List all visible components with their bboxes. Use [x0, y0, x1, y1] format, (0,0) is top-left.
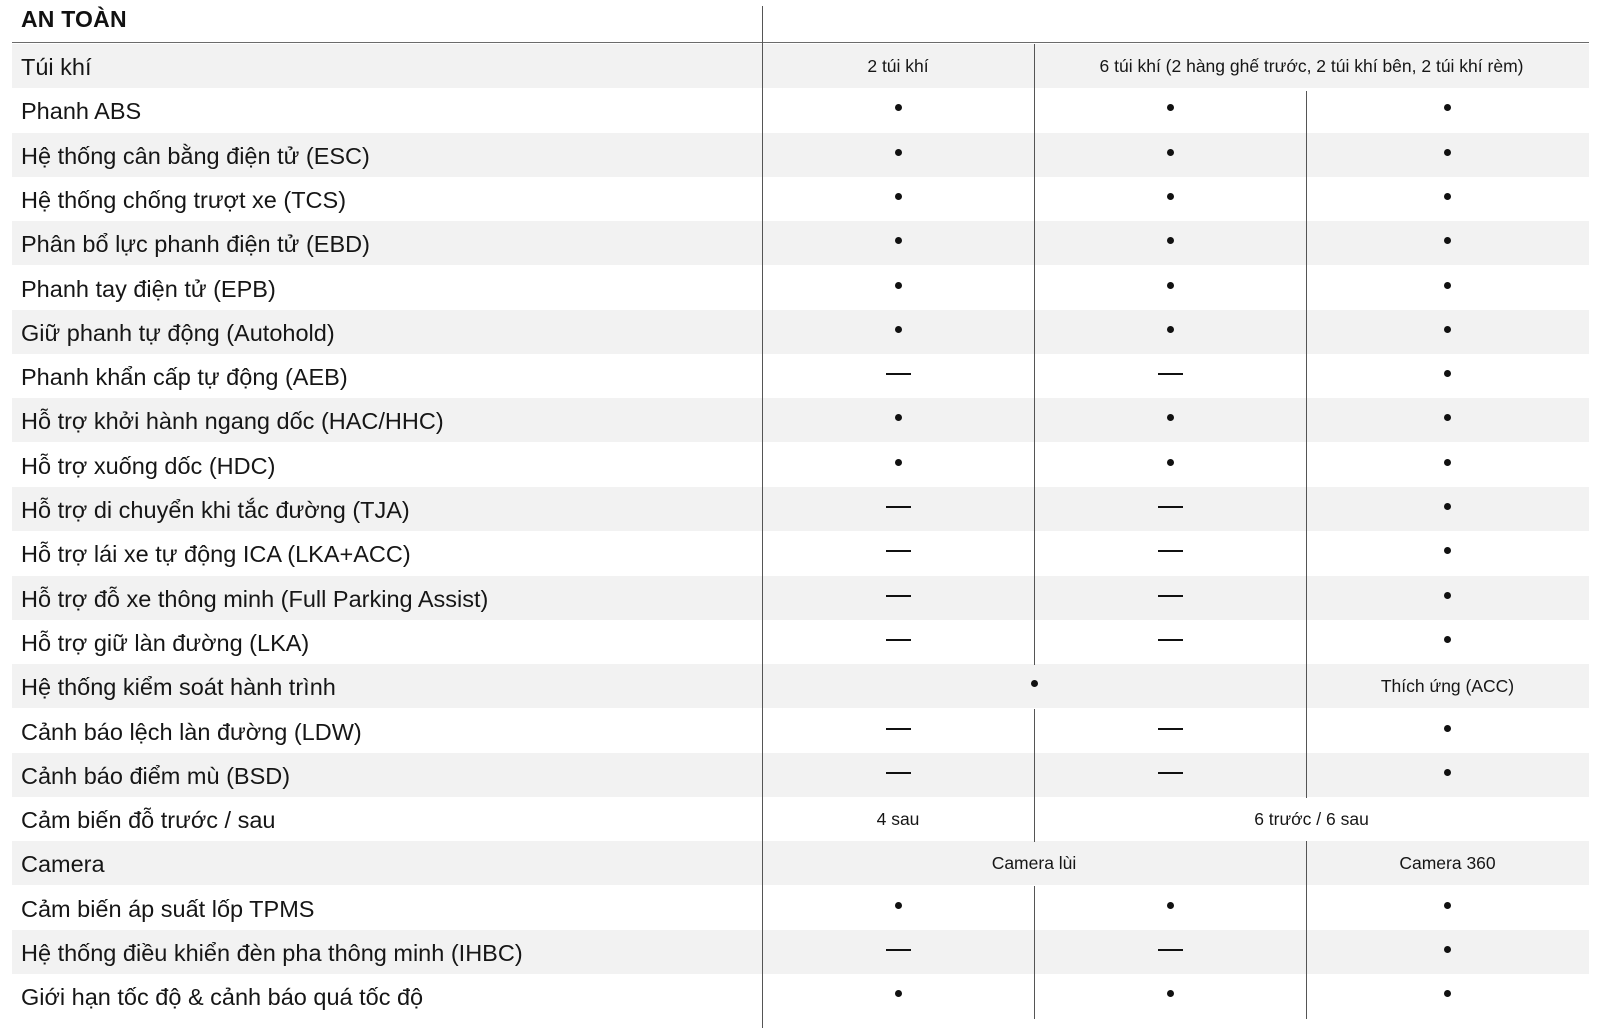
- not-available-dash-icon: [1158, 506, 1183, 508]
- row-cell: [762, 930, 1034, 974]
- row-cell: [762, 354, 1034, 398]
- cell-text: 6 túi khí (2 hàng ghế trước, 2 túi khí bên, 2 túi khí rèm): [1099, 55, 1524, 76]
- column-divider: [1306, 841, 1307, 886]
- not-available-dash-icon: [886, 550, 911, 552]
- included-dot-icon: [895, 326, 902, 333]
- row-cell: [1306, 576, 1589, 620]
- included-dot-icon: [1444, 902, 1451, 909]
- row-cell: [762, 177, 1034, 221]
- column-divider: [1034, 133, 1035, 178]
- table-row: [12, 841, 1589, 885]
- included-dot-icon: [1444, 503, 1451, 510]
- column-divider: [1034, 930, 1035, 975]
- row-label: Hệ thống kiểm soát hành trình: [21, 674, 336, 701]
- not-available-dash-icon: [886, 772, 911, 774]
- column-divider: [1306, 91, 1307, 132]
- column-divider: [1306, 310, 1307, 355]
- not-available-dash-icon: [886, 949, 911, 951]
- column-divider: [1306, 664, 1307, 709]
- column-divider: [1034, 576, 1035, 621]
- table-row: [12, 886, 1589, 930]
- table-row: [12, 930, 1589, 974]
- row-label: Hệ thống chống trượt xe (TCS): [21, 186, 347, 213]
- row-cell: [762, 88, 1034, 132]
- row-cell: [762, 531, 1034, 575]
- row-label: Hỗ trợ đỗ xe thông minh (Full Parking Assist): [21, 585, 489, 612]
- row-cell: [1034, 620, 1306, 664]
- column-divider: [1306, 487, 1307, 532]
- not-available-dash-icon: [1158, 373, 1183, 375]
- included-dot-icon: [1444, 282, 1451, 289]
- not-available-dash-icon: [886, 373, 911, 375]
- row-cell: [1306, 310, 1589, 354]
- header-rule: [12, 42, 1589, 43]
- row-label: Phanh khẩn cấp tự động (AEB): [21, 364, 348, 391]
- table-row: [12, 133, 1589, 177]
- column-divider: [1306, 930, 1307, 975]
- row-label: Phanh ABS: [21, 98, 142, 125]
- not-available-dash-icon: [1158, 595, 1183, 597]
- row-label: Phân bổ lực phanh điện tử (EBD): [21, 231, 370, 258]
- row-cell: [762, 709, 1034, 753]
- row-cell: [762, 797, 1034, 841]
- included-dot-icon: [1444, 326, 1451, 333]
- not-available-dash-icon: [1158, 949, 1183, 951]
- row-cell: [762, 886, 1034, 930]
- included-dot-icon: [895, 414, 902, 421]
- column-divider: [1306, 398, 1307, 443]
- column-divider: [1034, 531, 1035, 576]
- table-row: [12, 266, 1589, 310]
- row-cell: [1034, 221, 1306, 265]
- column-divider: [1034, 177, 1035, 222]
- table-row: [12, 310, 1589, 354]
- column-divider: [1034, 88, 1035, 133]
- row-cell: [762, 398, 1034, 442]
- column-divider: [1034, 753, 1035, 798]
- row-cell: [1034, 88, 1306, 132]
- column-divider: [1306, 443, 1307, 488]
- column-divider: [1034, 443, 1035, 488]
- column-divider: [1034, 620, 1035, 665]
- row-cell: [1306, 133, 1589, 177]
- row-cell: [1306, 443, 1589, 487]
- column-divider: [1306, 221, 1307, 266]
- column-divider: [1034, 310, 1035, 355]
- included-dot-icon: [895, 104, 902, 111]
- column-divider: [1306, 531, 1307, 576]
- table-row: [12, 664, 1589, 708]
- row-cell: [1306, 398, 1589, 442]
- column-divider: [1306, 886, 1307, 931]
- row-label: Cảm biến đỗ trước / sau: [21, 807, 276, 834]
- included-dot-icon: [1167, 326, 1174, 333]
- column-divider: [1034, 44, 1035, 89]
- included-dot-icon: [895, 282, 902, 289]
- row-cell: [1034, 310, 1306, 354]
- row-label: Phanh tay điện tử (EPB): [21, 275, 276, 302]
- cell-text: 6 trước / 6 sau: [1254, 808, 1369, 829]
- table-row: [12, 531, 1589, 575]
- row-cell: [762, 487, 1034, 531]
- row-label: Hỗ trợ di chuyển khi tắc đường (TJA): [21, 497, 410, 523]
- column-divider: [1306, 133, 1307, 178]
- table-row: [12, 177, 1589, 221]
- row-cell: [762, 221, 1034, 265]
- row-label: Hệ thống cân bằng điện tử (ESC): [21, 142, 370, 169]
- row-cell: [762, 974, 1034, 1018]
- row-cell: [1306, 841, 1589, 885]
- column-divider: [1034, 398, 1035, 443]
- not-available-dash-icon: [1158, 639, 1183, 641]
- column-divider: [1034, 221, 1035, 266]
- row-cell: [762, 576, 1034, 620]
- column-divider: [762, 6, 763, 1028]
- included-dot-icon: [1167, 104, 1174, 111]
- row-cell: [1306, 753, 1589, 797]
- cell-text: Thích ứng (ACC): [1380, 675, 1515, 696]
- included-dot-icon: [1031, 680, 1038, 687]
- row-cell: [1034, 753, 1306, 797]
- row-label: Cảnh báo điểm mù (BSD): [21, 762, 291, 789]
- row-cell: [1034, 974, 1306, 1018]
- row-cell: [1034, 531, 1306, 575]
- row-label: Hỗ trợ giữ làn đường (LKA): [21, 629, 310, 656]
- row-cell: [1034, 930, 1306, 974]
- column-divider: [1034, 354, 1035, 399]
- column-divider: [1306, 753, 1307, 798]
- row-label: Giới hạn tốc độ & cảnh báo quá tốc độ: [21, 984, 424, 1011]
- included-dot-icon: [895, 990, 902, 997]
- row-label: Camera: [21, 851, 105, 878]
- not-available-dash-icon: [886, 595, 911, 597]
- included-dot-icon: [1167, 237, 1174, 244]
- row-cell: [762, 133, 1034, 177]
- included-dot-icon: [1444, 237, 1451, 244]
- row-cell: [1034, 797, 1589, 841]
- table-row: [12, 398, 1589, 442]
- table-row: [12, 443, 1589, 487]
- row-cell: [1306, 886, 1589, 930]
- row-label: Giữ phanh tự động (Autohold): [21, 319, 335, 346]
- column-divider: [1306, 354, 1307, 399]
- row-cell: [1034, 886, 1306, 930]
- included-dot-icon: [1444, 547, 1451, 554]
- column-divider: [1034, 974, 1035, 1019]
- row-cell: [1306, 664, 1589, 708]
- included-dot-icon: [895, 193, 902, 200]
- included-dot-icon: [1444, 636, 1451, 643]
- included-dot-icon: [1444, 193, 1451, 200]
- included-dot-icon: [1167, 902, 1174, 909]
- included-dot-icon: [1444, 946, 1451, 953]
- not-available-dash-icon: [886, 506, 911, 508]
- included-dot-icon: [1444, 725, 1451, 732]
- row-cell: [1034, 133, 1306, 177]
- row-label: Hỗ trợ lái xe tự động ICA (LKA+ACC): [21, 541, 411, 568]
- row-cell: [762, 620, 1034, 664]
- row-cell: [1306, 930, 1589, 974]
- included-dot-icon: [1167, 459, 1174, 466]
- column-divider: [1306, 576, 1307, 621]
- included-dot-icon: [895, 149, 902, 156]
- included-dot-icon: [1167, 149, 1174, 156]
- column-divider: [1034, 266, 1035, 311]
- row-cell: [1306, 266, 1589, 310]
- column-divider: [1306, 974, 1307, 1019]
- table-row: [12, 221, 1589, 265]
- table-row: [12, 88, 1589, 132]
- row-cell: [1306, 177, 1589, 221]
- included-dot-icon: [895, 237, 902, 244]
- cell-text: 2 túi khí: [867, 55, 929, 76]
- column-divider: [1306, 266, 1307, 311]
- row-cell: [1306, 974, 1589, 1018]
- not-available-dash-icon: [1158, 728, 1183, 730]
- table-row: [12, 576, 1589, 620]
- column-divider: [1034, 797, 1035, 842]
- row-cell: [1306, 531, 1589, 575]
- row-cell: [1034, 576, 1306, 620]
- column-divider: [1034, 886, 1035, 931]
- row-cell: [762, 841, 1306, 885]
- included-dot-icon: [895, 902, 902, 909]
- included-dot-icon: [895, 459, 902, 466]
- row-label: Hỗ trợ xuống dốc (HDC): [21, 452, 276, 479]
- included-dot-icon: [1444, 459, 1451, 466]
- not-available-dash-icon: [1158, 772, 1183, 774]
- row-cell: [1306, 709, 1589, 753]
- row-cell: [1034, 487, 1306, 531]
- table-row: [12, 753, 1589, 797]
- included-dot-icon: [1444, 592, 1451, 599]
- cell-text: 4 sau: [876, 808, 920, 829]
- row-cell: [1034, 709, 1306, 753]
- row-cell: [1034, 398, 1306, 442]
- column-divider: [1306, 709, 1307, 754]
- included-dot-icon: [1444, 414, 1451, 421]
- row-cell: [1306, 88, 1589, 132]
- included-dot-icon: [1444, 769, 1451, 776]
- row-label: Hệ thống điều khiển đèn pha thông minh (IHBC): [21, 940, 523, 966]
- table-row: [12, 620, 1589, 664]
- row-cell: [1034, 354, 1306, 398]
- table-row: [12, 974, 1589, 1018]
- row-cell: [1306, 487, 1589, 531]
- not-available-dash-icon: [886, 639, 911, 641]
- not-available-dash-icon: [886, 728, 911, 730]
- row-cell: [1306, 221, 1589, 265]
- row-cell: [1306, 354, 1589, 398]
- column-divider: [1034, 487, 1035, 532]
- row-cell: [762, 664, 1306, 708]
- row-label: Túi khí: [21, 54, 92, 80]
- column-divider: [1306, 620, 1307, 665]
- row-cell: [762, 310, 1034, 354]
- row-cell: [762, 266, 1034, 310]
- row-cell: [1034, 443, 1306, 487]
- row-label: Hỗ trợ khởi hành ngang dốc (HAC/HHC): [21, 408, 444, 435]
- row-cell: [762, 44, 1034, 88]
- included-dot-icon: [1444, 990, 1451, 997]
- row-label: Cảm biến áp suất lốp TPMS: [21, 895, 315, 922]
- row-label: Cảnh báo lệch làn đường (LDW): [21, 718, 362, 745]
- included-dot-icon: [1167, 282, 1174, 289]
- included-dot-icon: [1167, 414, 1174, 421]
- row-cell: [1306, 620, 1589, 664]
- included-dot-icon: [1444, 104, 1451, 111]
- row-cell: [1034, 266, 1306, 310]
- included-dot-icon: [1167, 990, 1174, 997]
- table-row: [12, 354, 1589, 398]
- table-row: [12, 709, 1589, 753]
- included-dot-icon: [1444, 370, 1451, 377]
- included-dot-icon: [1167, 193, 1174, 200]
- section-title: AN TOÀN: [21, 6, 127, 32]
- included-dot-icon: [1444, 149, 1451, 156]
- column-divider: [1034, 709, 1035, 754]
- table-row: [12, 487, 1589, 531]
- not-available-dash-icon: [1158, 550, 1183, 552]
- cell-text: Camera lùi: [991, 852, 1077, 873]
- row-cell: [762, 753, 1034, 797]
- row-cell: [762, 443, 1034, 487]
- row-cell: [1034, 44, 1589, 88]
- row-cell: [1034, 177, 1306, 221]
- cell-text: Camera 360: [1399, 852, 1496, 873]
- table-row: [12, 797, 1589, 841]
- column-divider: [1306, 177, 1307, 222]
- table-row: [12, 44, 1589, 88]
